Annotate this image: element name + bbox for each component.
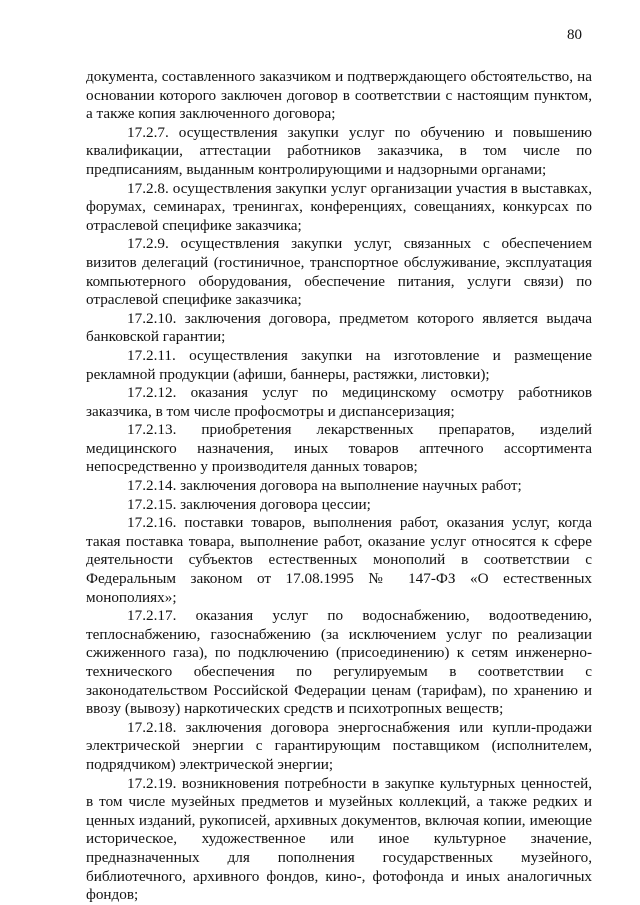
- paragraph: 17.2.14. заключения договора на выполнение научных работ;: [127, 477, 522, 495]
- paragraph: документа, составленного заказчиком и подтверждающего обстоятельство, на основании которого заключен договор в соответствии с настоящим пунктом, а также копия заключенного договора;: [86, 68, 592, 123]
- paragraph: 17.2.19. возникновения потребности в закупке культурных ценностей, в том числе музейных предметов и музейных коллекций, а также редких и ценных изданий, рукописей, архивных документов, включая копии, имеющие историческое, художественное или иное культурное значение, предназначенных для пополнения государственных музейного, библиотечного, архивного фондов, кино-, фотофонда и иных аналогичных фондов;: [86, 774, 592, 904]
- paragraph: 17.2.17. оказания услуг по водоснабжению, водоотведению, теплоснабжению, газоснабжению (за исключением услуг по реализации сжиженного газа), по подключению (присоединению) к сетям инженерно-технического обеспечения по регулируемым в соответствии с законодательством Российской Федерации ценам (тарифам), по хранению и ввозу (вывозу) наркотических средств и психотропных веществ;: [86, 607, 592, 718]
- paragraph: 17.2.9. осуществления закупки услуг, связанных с обеспечением визитов делегаций (гостиничное, транспортное обслуживание, эксплуатация компьютерного оборудования, обеспечение питания, услуги связи) по отраслевой специфике заказчика;: [86, 235, 592, 309]
- paragraph: 17.2.12. оказания услуг по медицинскому осмотру работников заказчика, в том числе профосмотры и диспансеризация;: [86, 384, 592, 420]
- paragraph: 17.2.7. осуществления закупки услуг по обучению и повышению квалификации, аттестации работников заказчика, в том числе по предписаниям, выданным контролирующими и надзорными органами;: [86, 123, 592, 178]
- paragraph: 17.2.10. заключения договора, предметом которого является выдача банковской гарантии;: [86, 309, 592, 346]
- paragraph: 17.2.18. заключения договора энергоснабжения или купли-продажи электрической энергии с гарантирующим поставщиком (исполнителем, подрядчиком) электрической энергии;: [86, 718, 592, 773]
- document-body: [86, 68, 592, 905]
- paragraph: 17.2.13. приобретения лекарственных препаратов, изделий медицинского назначения, иных товаров аптечного ассортимента непосредственно у производителя данных товаров;: [86, 421, 592, 476]
- paragraph: 17.2.11. осуществления закупки на изготовление и размещение рекламной продукции (афиши, баннеры, растяжки, листовки);: [86, 346, 592, 383]
- page-number: 80: [567, 27, 582, 43]
- paragraph: 17.2.8. осуществления закупки услуг организации участия в выставках, форумах, семинарах, тренингах, конференциях, совещаниях, конкурсах по отраслевой специфике заказчика;: [86, 179, 592, 234]
- paragraph: 17.2.16. поставки товаров, выполнения работ, оказания услуг, когда такая поставка товара, выполнение работ, оказание услуг относятся к сфере деятельности субъектов естественных монополий в соответствии с Федеральным законом от 17.08.1995 № 147-ФЗ «О естественных монополиях»;: [86, 514, 592, 606]
- paragraph: 17.2.15. заключения договора цессии;: [127, 495, 371, 513]
